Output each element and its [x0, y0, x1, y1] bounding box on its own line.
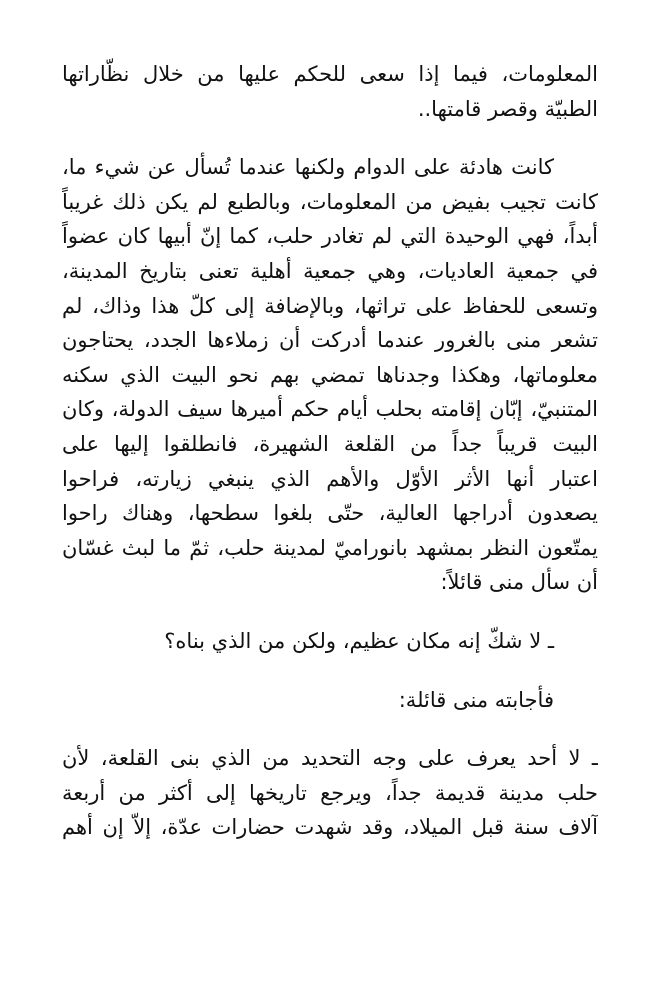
dialogue-paragraph [62, 741, 598, 845]
text-line: حلب مدينة قديمة جداً، ويرجع تاريخها إلى أكثر من أربعة [62, 780, 598, 805]
text-line: البيت قريباً جداً من القلعة الشهيرة، فانطلقوا إليها على [62, 431, 598, 456]
text-line: في جمعية العاديات، وهي جمعية أهلية تعنى بتاريخ المدينة، [62, 258, 598, 283]
text-line: معلوماتها، وهكذا وجدناها تمضي بهم نحو البيت الذي سكنه [62, 362, 598, 387]
text-line: فأجابته منى قائلة: [398, 687, 554, 712]
text-line: ـ لا شكّ إنه مكان عظيم، ولكن من الذي بناه؟ [164, 628, 554, 653]
text-line: تشعر منى بالغرور عندما أدركت أن زملاءها الجدد، يحتاجون [62, 328, 598, 353]
text-line: يصعدون أدراجها العالية، حتّى بلغوا سطحها، وهناك راحوا [62, 501, 598, 526]
paragraph [62, 683, 598, 718]
text-line: يمتّعون النظر بمشهد بانوراميّ لمدينة حلب، ثمّ ما لبث غسّان [62, 535, 598, 560]
text-line: ـ لا أحد يعرف على وجه التحديد من الذي بنى القلعة، لأن [62, 746, 598, 771]
text-line: آلاف سنة قبل الميلاد، وقد شهدت حضارات عدّة، إلاّ إن أهم [62, 815, 598, 840]
text-line: المتنبيّ، إبّان إقامته بحلب أيام حكم أميرها سيف الدولة، وكان [62, 397, 598, 422]
page-text [62, 57, 598, 845]
text-line: كانت تجيب بفيض من المعلومات، وبالطبع لم يكن ذلك غريباً [62, 189, 598, 214]
paragraph [62, 150, 598, 600]
text-line: الطبيّة وقصر قامتها.. [417, 96, 598, 121]
text-line: وتسعى للحفاظ على تراثها، وبالإضافة إلى كلّ هذا وذاك، لم [62, 293, 598, 318]
text-line: كانت هادئة على الدوام ولكنها عندما تُسأل عن شيء ما، [62, 155, 554, 180]
text-line: اعتبار أنها الأثر الأوّل والأهم الذي ينبغي زيارته، فراحوا [62, 466, 598, 491]
text-line: أبداً، فهي الوحيدة التي لم تغادر حلب، كما إنّ أبيها كان عضواً [62, 224, 598, 249]
dialogue-paragraph [62, 624, 598, 659]
paragraph [62, 57, 598, 126]
text-line: أن سأل منى قائلاً: [440, 570, 598, 595]
text-line: المعلومات، فيما إذا سعى للحكم عليها من خلال نظّاراتها [62, 62, 598, 86]
